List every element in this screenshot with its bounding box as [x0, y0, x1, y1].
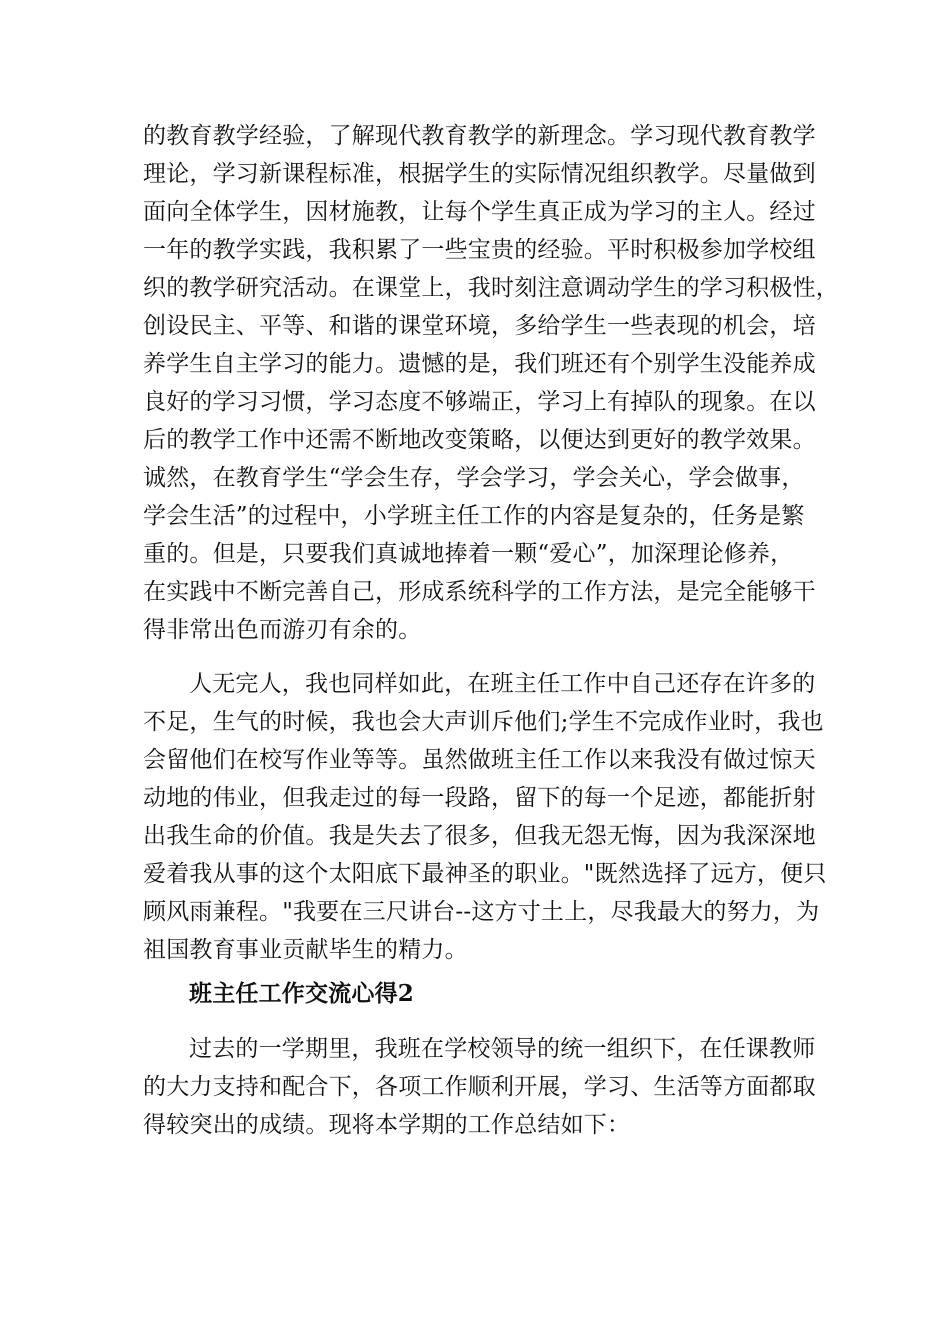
text-line: 重的。但是，只要我们真诚地捧着一颗“爱心”，加深理论修养， — [143, 541, 794, 567]
text-line: 得较突出的成绩。现将本学期的工作总结如下： — [143, 1112, 631, 1138]
text-line: 出我生命的价值。我是失去了很多，但我无怨无悔，因为我深深地 — [143, 823, 816, 849]
text-line: 的教育教学经验，了解现代教育教学的新理念。学习现代教育教学 — [143, 123, 816, 149]
text-line: 过去的一学期里，我班在学校领导的统一组织下，在任课教师 — [189, 1036, 816, 1062]
paragraph-semester-summary — [143, 1030, 823, 1144]
text-line: 学会生活”的过程中，小学班主任工作的内容是复杂的，任务是繁 — [143, 503, 805, 529]
text-line: 顾风雨兼程。"我要在三尺讲台--这方寸土上，尽我最大的努力，为 — [143, 899, 820, 925]
heading-text: 班主任工作交流心得2 — [189, 980, 415, 1007]
text-line: 不足，生气的时候，我也会大声训斥他们;学生不完成作业时，我也 — [143, 709, 824, 735]
section-heading — [143, 975, 823, 1013]
text-line: 的大力支持和配合下，各项工作顺利开展，学习、生活等方面都取 — [143, 1074, 816, 1100]
text-line: 织的教学研究活动。在课堂上，我时刻注意调动学生的学习积极性， — [143, 275, 839, 301]
text-line: 人无完人，我也同样如此，在班主任工作中自己还存在许多的 — [189, 671, 816, 697]
text-line: 面向全体学生，因材施教，让每个学生真正成为学习的主人。经过 — [143, 199, 816, 225]
text-line: 后的教学工作中还需不断地改变策略，以便达到更好的教学效果。 — [143, 427, 816, 453]
text-line: 良好的学习习惯，学习态度不够端正，学习上有掉队的现象。在以 — [143, 389, 816, 415]
text-line: 理论，学习新课程标准，根据学生的实际情况组织教学。尽量做到 — [143, 161, 816, 187]
text-line: 一年的教学实践，我积累了一些宝贵的经验。平时积极参加学校组 — [143, 237, 816, 263]
text-line: 养学生自主学习的能力。遗憾的是，我们班还有个别学生没能养成 — [143, 351, 816, 377]
text-line: 得非常出色而游刃有余的。 — [143, 617, 422, 643]
text-line: 爱着我从事的这个太阳底下最神圣的职业。"既然选择了远方，便只 — [143, 861, 827, 887]
text-line: 诚然，在教育学生“学会生存，学会学习，学会关心，学会做事， — [143, 465, 805, 491]
text-line: 动地的伟业，但我走过的每一段路，留下的每一个足迹，都能折射 — [143, 785, 816, 811]
text-line: 会留他们在校写作业等等。虽然做班主任工作以来我没有做过惊天 — [143, 747, 816, 773]
paragraph-teaching-experience — [143, 117, 839, 649]
text-line: 祖国教育事业贡献毕生的精力。 — [143, 937, 468, 963]
text-line: 创设民主、平等、和谐的课堂环境，多给学生一些表现的机会，培 — [143, 313, 816, 339]
paragraph-self-reflection — [143, 665, 827, 969]
text-line: 在实践中不断完善自己，形成系统科学的工作方法，是完全能够干 — [143, 579, 816, 605]
